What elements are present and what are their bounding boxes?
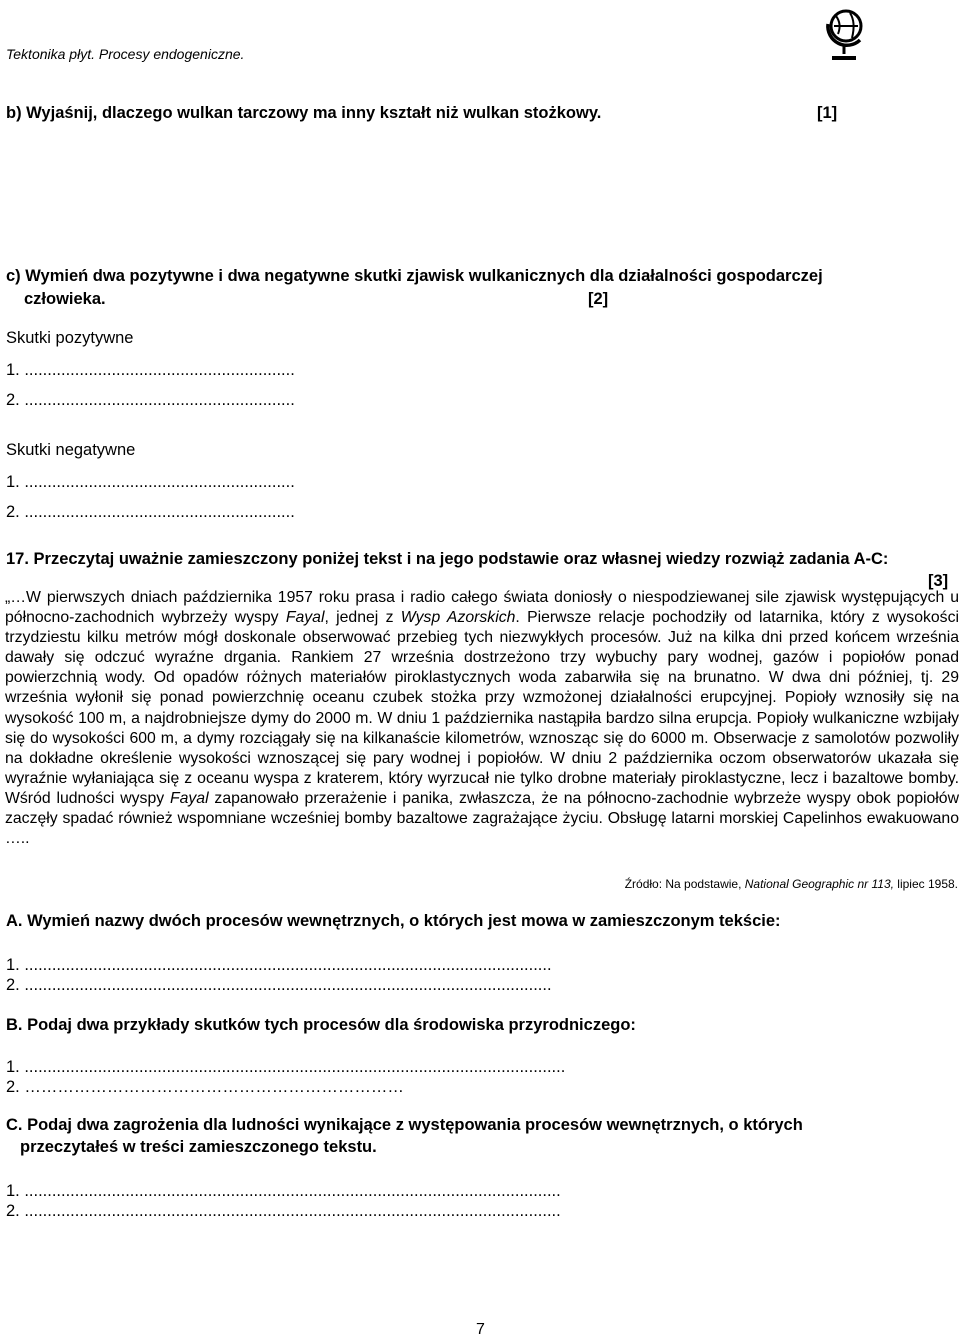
question-b-points: [1] [817,104,838,122]
source-citation [625,877,958,891]
passage-fayal-1: Fayal [285,609,325,627]
passage-part-4: zapanowało przerażenie i panika, zwłaszcza, że na północno-zachodnie wybrzeże wyspy obok popiołów zaczęły spadać również wspomniane wcześniej bomby bazaltowe zagrażające życiu. Obsługę latarni morskiej Capelinhos ewakuowano ….. [5,789,959,848]
passage-azores: Wysp Azorskich [400,609,516,627]
question-c-line1: c) Wymień dwa pozytywne i dwa negatywne skutki zjawisk wulkanicznych dla działalności gospodarczej [6,267,823,285]
question-c-points: [2] [588,290,609,308]
task-c-line2: przeczytałeś w treści zamieszczonego tekstu. [20,1138,377,1156]
task-b-title: B. Podaj dwa przykłady skutków tych procesów dla środowiska przyrodniczego: [6,1016,636,1034]
question-b-text: b) Wyjaśnij, dlaczego wulkan tarczowy ma inny kształt niż wulkan stożkowy. [6,104,602,122]
task-c-answer-line-2[interactable]: 2. ..................................................................................................................... [6,1202,561,1220]
question-17-points: [3] [928,572,949,590]
positive-effects-label: Skutki pozytywne [6,329,134,347]
page-header: Tektonika płyt. Procesy endogeniczne. [6,46,245,62]
task-a-answer-line-2[interactable]: 2. ................................................................................................................... [6,976,552,994]
positive-answer-line-1[interactable]: 1. ........................................................... [6,361,295,379]
passage-part-3: . Pierwsze relacje pochodziły od latarnika, który z wysokości trzydziestu kilku metrów mógł doskonale obserwować przebieg tych niezwykłych procesów. Już na kilka dni przed końcem września dawały się odczuć wyraźne drgania. Rankiem 27 września dostrzeżono trzy wybuchy pary wodnej, gazów i popiołów ponad powierzchnią wody. Od opadów różnych materiałów piroklastycznych woda zabarwiła się na brunatno. W dwa dni później, tj. 29 września wyłonił się ponad powierzchnię oceanu czubek stożka przy wzmożonej działalności erupcyjnej. Popioły wznosiły się na wysokość 100 m, a najdrobniejsze dymy do 2000 m. W dniu 1 października nastąpiła bardzo silna erupcja. Popioły wulkaniczne wzbijały się do wysokości 600 m, a dymy rozciągały się na kilkanaście kilometrów, wznosząc się do 6000 m. Obserwacje z samolotów pozwoliły na dokładne określenie wysokości wznoszącej się pary wodnej i popiołów. W dniu 2 października oczom obserwatorów ukazała się wyraźnie wyłaniająca się z oceanu wyspa z kraterem, który wyrzucał nie tylko drobne materiały piroklastyczne, lecz i bazaltowe bomby. Wśród ludności wyspy [5,609,959,807]
task-b-answer-line-1[interactable]: 1. ...................................................................................................................... [6,1058,566,1076]
question-c-line2: człowieka. [24,290,106,308]
task-a-answer-line-1[interactable]: 1. ................................................................................................................... [6,956,552,974]
reading-passage [5,588,959,849]
passage-part-2: , jednej z [324,609,401,627]
passage-fayal-2: Fayal [169,789,209,807]
passage-part-1: „…W pierwszych dniach października 1957 roku prasa i radio całego świata doniosły o niespodziewanej sile zjawisk występujących u północno-zachodnich wybrzeży wyspy [5,589,959,627]
task-c-line1: C. Podaj dwa zagrożenia dla ludności wynikające z występowania procesów wewnętrznych, o których [6,1116,803,1134]
source-prefix: Źródło: Na podstawie, [624,877,745,891]
negative-answer-line-1[interactable]: 1. ........................................................... [6,473,295,491]
globe-icon [820,4,868,60]
positive-answer-line-2[interactable]: 2. ........................................................... [6,391,295,409]
task-b-answer-line-2[interactable]: 2. …………………………………………………………… [6,1078,404,1096]
question-17-text: 17. Przeczytaj uważnie zamieszczony poniżej tekst i na jego podstawie oraz własnej wiedzy rozwiąż zadania A-C: [6,550,889,568]
source-title: National Geographic nr 113, [744,877,894,891]
task-c-answer-line-1[interactable]: 1. ..................................................................................................................... [6,1182,561,1200]
task-a-title: A. Wymień nazwy dwóch procesów wewnętrznych, o których jest mowa w zamieszczonym tekście: [6,912,781,930]
negative-effects-label: Skutki negatywne [6,441,136,459]
source-suffix: lipiec 1958. [893,877,958,891]
page-number: 7 [476,1321,485,1338]
negative-answer-line-2[interactable]: 2. ........................................................... [6,503,295,521]
